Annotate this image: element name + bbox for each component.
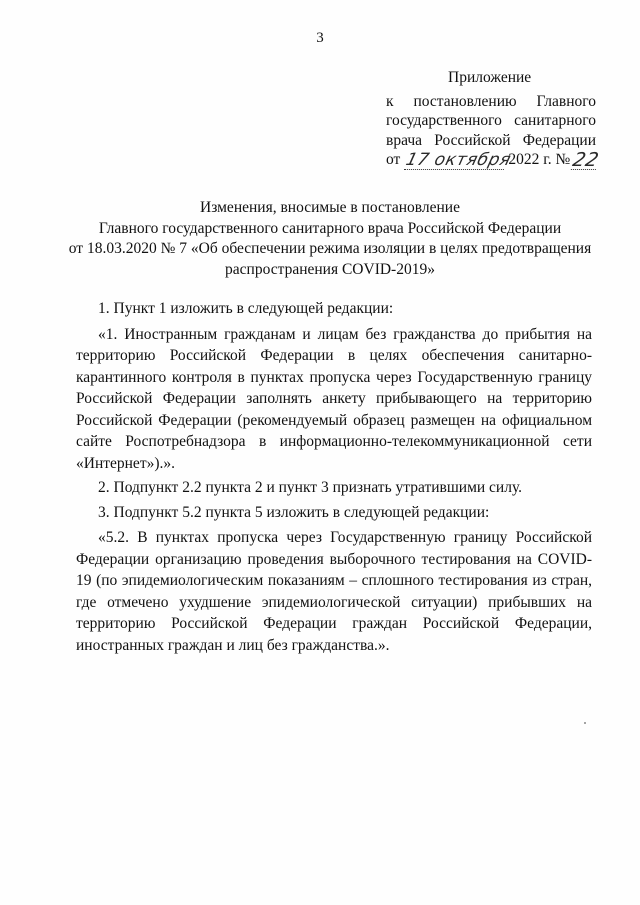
page-number: 3 <box>316 30 324 46</box>
paragraph-4: 3. Подпункт 5.2 пункта 5 изложить в следующей редакции: <box>98 503 490 521</box>
paragraph-5: «5.2. В пунктах пропуска через Государственную границу Российской Федерации организацию проведения выборочного тестирования на COVID-19 (по эпидемиологическим показаниям – сплошного тестирования из стран, где отмечено ухудшение эпидемиологической ситуации) прибывших на территорию Российской Федерации граждан Российской Федерации, иностранных граждан и лиц без гражданства.». <box>76 529 592 654</box>
heading-line-2: Главного государственного санитарного врача Российской Федерации <box>98 219 562 237</box>
scan-speck <box>584 722 586 724</box>
appendix-line-3: врача Российской Федерации <box>386 131 596 149</box>
appendix-line-1: к постановлению Главного <box>386 92 596 110</box>
appendix-date-line <box>386 148 602 171</box>
handwritten-number: 22 <box>570 148 602 171</box>
document-heading <box>60 198 600 280</box>
appendix-block <box>386 68 602 171</box>
paragraph-3: 2. Подпункт 2.2 пункта 2 и пункт 3 признать утратившими силу. <box>98 479 523 496</box>
handwritten-date: 17 октября <box>404 149 514 170</box>
document-body <box>76 298 592 656</box>
heading-line-4: распространения COVID-2019» <box>225 260 435 278</box>
paragraph-2: «1. Иностранным гражданам и лицам без гражданства до прибытия на территорию Российской Федерации в целях обеспечения санитарно-карантинного контроля в пунктах пропуска через Государственную границу Российской Федерации заполнять анкету прибывающего на территорию Российской Федерации (рекомендуемый образец размещен на официальном сайте Роспотребнадзора в информационно-телекоммуникационной сети «Интернет»).». <box>76 325 592 472</box>
heading-line-3: от 18.03.2020 № 7 «Об обеспечении режима изоляции в целях предотвращения <box>68 240 592 257</box>
paragraph-1: 1. Пункт 1 изложить в следующей редакции: <box>98 300 394 317</box>
appendix-date-suffix: 2022 г. № <box>508 151 571 168</box>
appendix-line-2: государственного санитарного <box>386 112 596 129</box>
appendix-title: Приложение <box>448 69 532 86</box>
appendix-date-prefix: от <box>386 151 401 168</box>
heading-line-1: Изменения, вносимые в постановление <box>200 199 460 216</box>
